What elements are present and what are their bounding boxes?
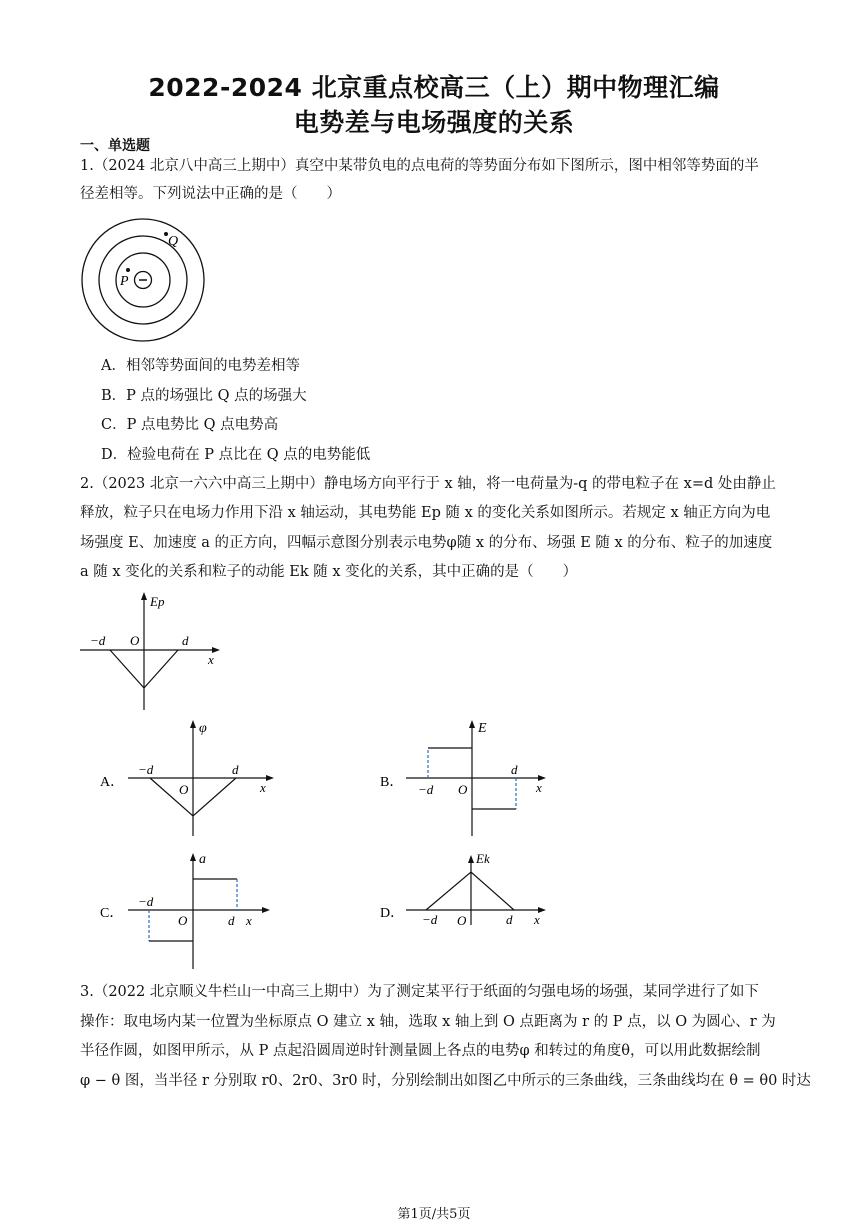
q2-stem-line3: 场强度 E、加速度 a 的正方向，四幅示意图分别表示电势φ随 x 的分布、场强 E 随 x 的分布、粒子的加速度	[80, 535, 773, 551]
q2-c-neg-d: −d	[138, 894, 154, 909]
q2-option-b-letter: B．	[380, 775, 404, 790]
q2-stem-line1: 2.（2023 北京一六六中高三上期中）静电场方向平行于 x 轴，将一电荷量为-q 的带电粒子在 x=d 处由静止	[80, 476, 776, 492]
q2-b-ylabel: E	[478, 721, 487, 736]
q2-option-c-graph[interactable]	[100, 845, 280, 970]
q2-stem-line2: 释放，粒子只在电场力作用下沿 x 轴运动，其电势能 Ep 随 x 的变化关系如图所示。若规定 x 轴正方向为电	[80, 505, 771, 521]
q3-stem-line1: 3.（2022 北京顺义牛栏山一中高三上期中）为了测定某平行于纸面的匀强电场的场强，某同学进行了如下	[80, 984, 759, 1000]
q1-option-c[interactable]: C．P 点电势比 Q 点电势高	[101, 417, 279, 433]
q3-stem-line4: φ − θ 图，当半径 r 分别取 r0、2r0、3r0 时，分别绘制出如图乙中所示的三条曲线，三条曲线均在 θ = θ0 时达	[80, 1073, 811, 1089]
q2-b-origin: O	[458, 782, 468, 797]
q1-option-b[interactable]: B．P 点的场强比 Q 点的场强大	[101, 388, 307, 404]
q2-option-c-letter: C．	[100, 906, 124, 921]
q3-stem-line3: 半径作圆，如图甲所示，从 P 点起沿圆周逆时针测量圆上各点的电势φ 和转过的角度θ，可以用此数据绘制	[80, 1043, 761, 1059]
q2-c-xlabel: x	[246, 913, 252, 928]
q2-main-origin: O	[130, 633, 140, 648]
q2-d-pos-d: d	[506, 912, 513, 927]
q2-a-origin: O	[179, 782, 189, 797]
q2-c-ylabel: a	[199, 852, 206, 867]
q2-main-pos-d: d	[182, 633, 189, 648]
q2-c-origin: O	[178, 913, 188, 928]
q2-d-ylabel: Ek	[476, 851, 490, 866]
q2-option-a-letter: A．	[100, 775, 125, 790]
q2-b-neg-d: −d	[418, 782, 434, 797]
q2-option-a-graph[interactable]	[100, 712, 280, 837]
q2-b-pos-d: d	[511, 762, 518, 777]
q2-main-xlabel: x	[208, 652, 214, 667]
q2-d-neg-d: −d	[422, 912, 438, 927]
q2-option-d-graph[interactable]	[380, 845, 560, 970]
q2-option-d-letter: D．	[380, 906, 405, 921]
q2-a-xlabel: x	[260, 780, 266, 795]
q1-point-p-label: P	[120, 274, 129, 289]
q1-option-a[interactable]: A．相邻等势面间的电势差相等	[101, 358, 300, 374]
q2-b-xlabel: x	[536, 780, 542, 795]
q2-d-origin: O	[457, 913, 467, 928]
q2-a-neg-d: −d	[138, 762, 154, 777]
q2-ep-x-graph	[76, 588, 226, 713]
q2-c-pos-d: d	[228, 913, 235, 928]
q2-main-neg-d: −d	[90, 633, 106, 648]
document-title: 2022-2024 北京重点校高三（上）期中物理汇编	[148, 73, 720, 102]
q1-equipotential-figure	[80, 218, 210, 346]
q1-stem-line1: 1.（2024 北京八中高三上期中）真空中某带负电的点电荷的等势面分布如下图所示，图中相邻等势面的半	[80, 158, 759, 174]
q2-main-ylabel: Ep	[150, 594, 165, 609]
q2-d-xlabel: x	[534, 912, 540, 927]
q1-option-d[interactable]: D．检验电荷在 P 点比在 Q 点的电势能低	[101, 447, 371, 463]
q1-point-q-label: Q	[168, 234, 179, 249]
q2-a-ylabel: φ	[199, 721, 207, 736]
section-label: 一、单选题	[80, 138, 150, 154]
q3-stem-line2: 操作：取电场内某一位置为坐标原点 O 建立 x 轴，选取 x 轴上到 O 点距离为 r 的 P 点，以 O 为圆心、r 为	[80, 1014, 776, 1030]
q1-stem-line2: 径差相等。下列说法中正确的是（ ）	[80, 186, 341, 202]
q2-stem-line4: a 随 x 变化的关系和粒子的动能 Ek 随 x 变化的关系，其中正确的是（ ）	[80, 564, 578, 580]
page-number: 第1页/共5页	[397, 1207, 471, 1222]
document-subtitle: 电势差与电场强度的关系	[293, 108, 575, 137]
q2-option-b-graph[interactable]	[380, 712, 560, 837]
q2-a-pos-d: d	[232, 762, 239, 777]
